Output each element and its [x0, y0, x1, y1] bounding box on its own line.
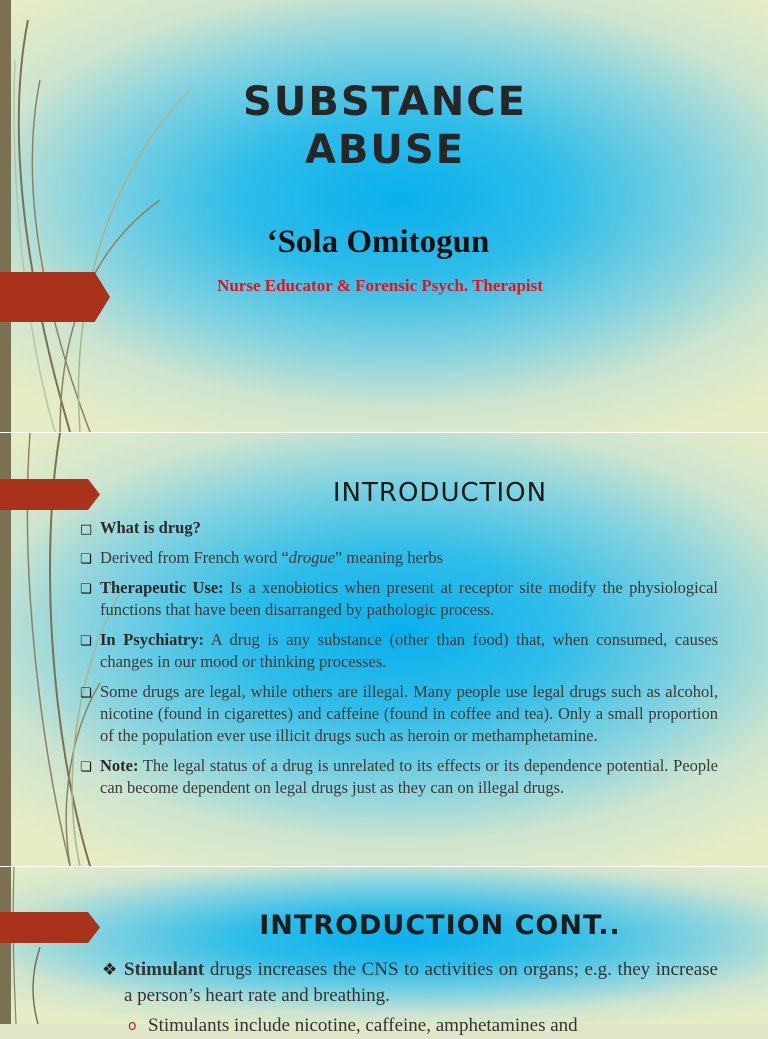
bullet-list — [78, 517, 718, 807]
accent-arrow-tab — [0, 912, 100, 943]
slide-heading: INTRODUCTION CONT.. — [259, 910, 621, 941]
list-item — [102, 957, 718, 1009]
square-bullet-icon: □ — [80, 522, 93, 537]
title-line-1: SUBSTANCE — [243, 79, 527, 125]
checkbox-bullet-icon: ❏ — [80, 686, 92, 701]
list-item — [78, 547, 718, 569]
bullet-text: Derived from French word “ — [100, 548, 289, 567]
author-name: ‘Sola Omitogun — [266, 224, 490, 260]
list-item — [78, 755, 718, 799]
checkbox-bullet-icon: ❏ — [80, 634, 92, 649]
bullet-italic-text: drogue — [288, 548, 335, 567]
list-item — [78, 681, 718, 747]
bullet-bold-text: Note: — [100, 756, 139, 775]
sub-bullet-list — [126, 1013, 718, 1039]
bullet-bold-text: What is drug? — [100, 518, 201, 537]
accent-arrow-tab — [0, 479, 100, 510]
list-item — [78, 517, 718, 539]
bullet-text: ” meaning herbs — [334, 548, 444, 567]
list-item — [78, 577, 718, 621]
diamond-bullet-icon: ❖ — [102, 960, 118, 980]
introduction-cont-slide — [0, 867, 768, 1036]
title-slide — [0, 0, 768, 432]
title-line-2: ABUSE — [304, 127, 466, 173]
checkbox-bullet-icon: ❏ — [80, 552, 92, 567]
bullet-text: The legal status of a drug is unrelated to its effects or its dependence potential. People can become dependent on legal drugs just as they can on illegal drugs. — [100, 756, 718, 797]
bullet-text: A drug is any substance (other than food) that, when consumed, causes changes in our mood or thinking processes. — [100, 630, 718, 671]
list-item — [78, 629, 718, 673]
decorative-swirl — [0, 0, 200, 432]
accent-arrow-tab — [0, 272, 110, 322]
checkbox-bullet-icon: ❏ — [80, 582, 92, 597]
bullet-bold-text: Therapeutic Use: — [100, 578, 224, 597]
author-role: Nurse Educator & Forensic Psych. Therapist — [217, 276, 543, 295]
bullet-text: Is a xenobiotics when present at receptor site modify the physiological functions that have been disarranged by pathologic process. — [100, 578, 718, 619]
bullet-list — [102, 957, 718, 1015]
bullet-bold-text: Stimulant — [124, 959, 205, 980]
checkbox-bullet-icon: ❏ — [80, 760, 92, 775]
bullet-text: Stimulants include nicotine, caffeine, amphetamines and — [148, 1015, 578, 1036]
introduction-slide — [0, 433, 768, 866]
bullet-text: Some drugs are legal, while others are illegal. Many people use legal drugs such as alcohol, nicotine (found in cigarettes) and caffeine (found in coffee and tea). Only a small proportion of the population ever use illicit drugs such as heroin or methamphetamine. — [100, 682, 718, 745]
slide-heading: INTRODUCTION — [332, 478, 548, 508]
bullet-text: drugs increases the CNS to activities on organs; e.g. they increase a person’s heart rate and breathing. — [124, 959, 718, 1006]
circle-bullet-icon: o — [128, 1018, 137, 1034]
presentation-title — [170, 78, 600, 174]
list-item — [126, 1013, 718, 1039]
bullet-bold-text: In Psychiatry: — [100, 630, 204, 649]
